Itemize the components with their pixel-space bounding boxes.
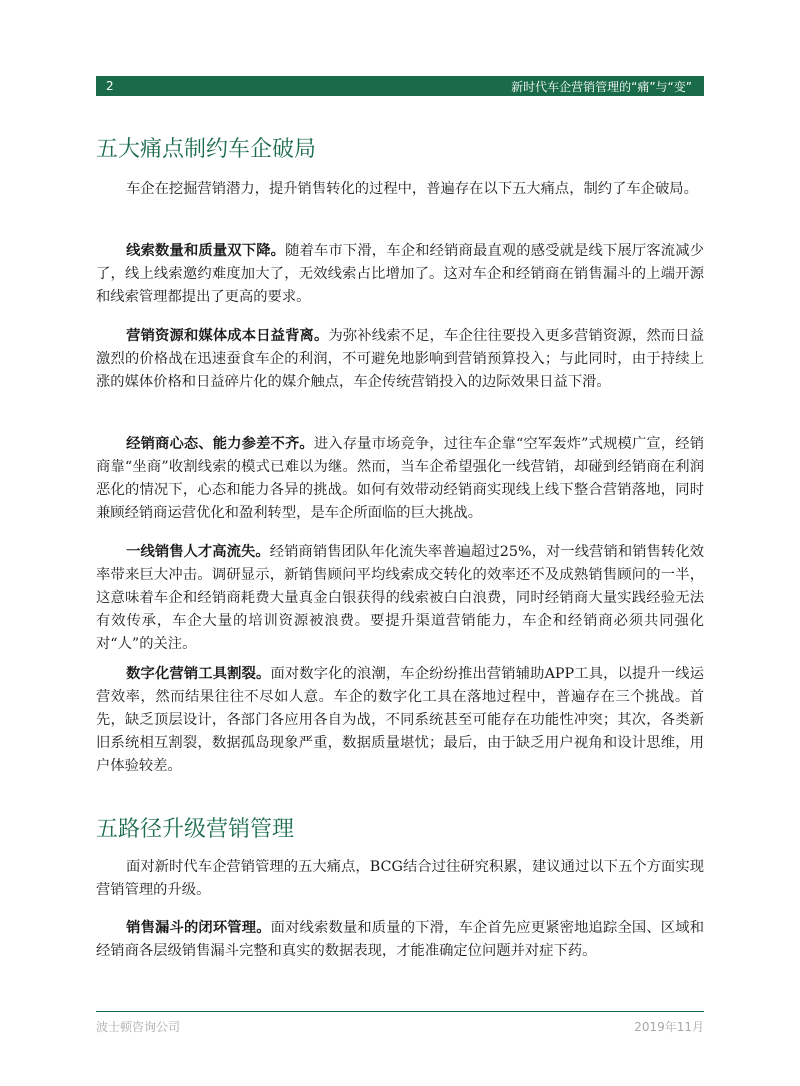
pain-point-4-text: 经销商销售团队年化流失率普遍超过25%，对一线营销和销售转化效率带来巨大冲击。调研显示，新销售顾问平均线索成交转化的效率还不及成熟销售顾问的一半，这意味着车企和经销商耗费大量真金白银获得的线索被白白浪费，同时经销商大量实践经验无法有效传承，车企大量的培训资源被浪费。要提升渠道营销能力，车企和经销商必须共同强化对“人”的关注。 <box>96 544 704 652</box>
footer-divider <box>96 1011 704 1012</box>
pain-point-2-lead: 营销资源和媒体成本日益背离。 <box>126 328 329 344</box>
intro-paragraph <box>96 178 704 201</box>
section-heading-upgrade-paths: 五路径升级营销管理 <box>96 817 295 842</box>
pain-point-3 <box>96 433 704 525</box>
pain-point-1-lead: 线索数量和质量双下降。 <box>126 243 286 259</box>
footer-date: 2019年11月 <box>634 1020 704 1034</box>
pain-point-2-text: 为弥补线索不足，车企往往要投入更多营销资源，然而日益激烈的价格战在迅速蚕食车企的利润，不可避免地影响到营销预算投入；与此同时，由于持续上涨的媒体价格和日益碎片化的媒介触点，车企传统营销投入的边际效果日益下滑。 <box>96 328 704 390</box>
intro-text: 车企在挖掘营销潜力，提升销售转化的过程中，普遍存在以下五大痛点，制约了车企破局。 <box>126 181 698 197</box>
pain-point-2 <box>96 325 704 394</box>
pain-point-4 <box>96 541 704 656</box>
section2-intro-paragraph <box>96 856 704 902</box>
upgrade-path-1-text: 面对线索数量和质量的下滑，车企首先应更紧密地追踪全国、区域和经销商各层级销售漏斗完整和真实的数据表现，才能准确定位问题并对症下药。 <box>96 920 704 959</box>
upgrade-path-1-lead: 销售漏斗的闭环管理。 <box>126 920 271 936</box>
header-bar <box>96 76 704 96</box>
running-title: 新时代车企营销管理的“痛”与“变” <box>511 79 692 94</box>
pain-point-5-text: 面对数字化的浪潮，车企纷纷推出营销辅助APP工具，以提升一线运营效率，然而结果往往不尽如人意。车企的数字化工具在落地过程中，普遍存在三个挑战。首先，缺乏顶层设计，各部门各应用各自为战，不同系统甚至可能存在功能性冲突；其次，各类新旧系统相互割裂，数据孤岛现象严重，数据质量堪忧；最后，由于缺乏用户视角和设计思维，用户体验较差。 <box>96 666 705 774</box>
pain-point-4-lead: 一线销售人才高流失。 <box>126 544 270 560</box>
section2-intro-text: 面对新时代车企营销管理的五大痛点，BCG结合过往研究积累，建议通过以下五个方面实现营销管理的升级。 <box>96 859 704 898</box>
pain-point-1 <box>96 240 704 309</box>
pain-point-5 <box>96 663 704 778</box>
section-heading-pain-points: 五大痛点制约车企破局 <box>96 137 317 162</box>
footer-company: 波士顿咨询公司 <box>96 1020 181 1034</box>
upgrade-path-1 <box>96 917 704 963</box>
page-number: 2 <box>106 79 114 93</box>
pain-point-5-lead: 数字化营销工具割裂。 <box>126 666 271 682</box>
pain-point-3-text: 进入存量市场竞争，过往车企靠“空军轰炸”式规模广宣，经销商靠“坐商”收割线索的模式已难以为继。然而，当车企希望强化一线营销，却碰到经销商在利润恶化的情况下，心态和能力各异的挑战。如何有效带动经销商实现线上线下整合营销落地，同时兼顾经销商运营优化和盈利转型，是车企所面临的巨大挑战。 <box>96 436 704 521</box>
pain-point-1-text: 随着车市下滑，车企和经销商最直观的感受就是线下展厅客流减少了，线上线索邀约难度加大了，无效线索占比增加了。这对车企和经销商在销售漏斗的上端开源和线索管理都提出了更高的要求。 <box>96 243 705 305</box>
pain-point-3-lead: 经销商心态、能力参差不齐。 <box>126 436 314 452</box>
